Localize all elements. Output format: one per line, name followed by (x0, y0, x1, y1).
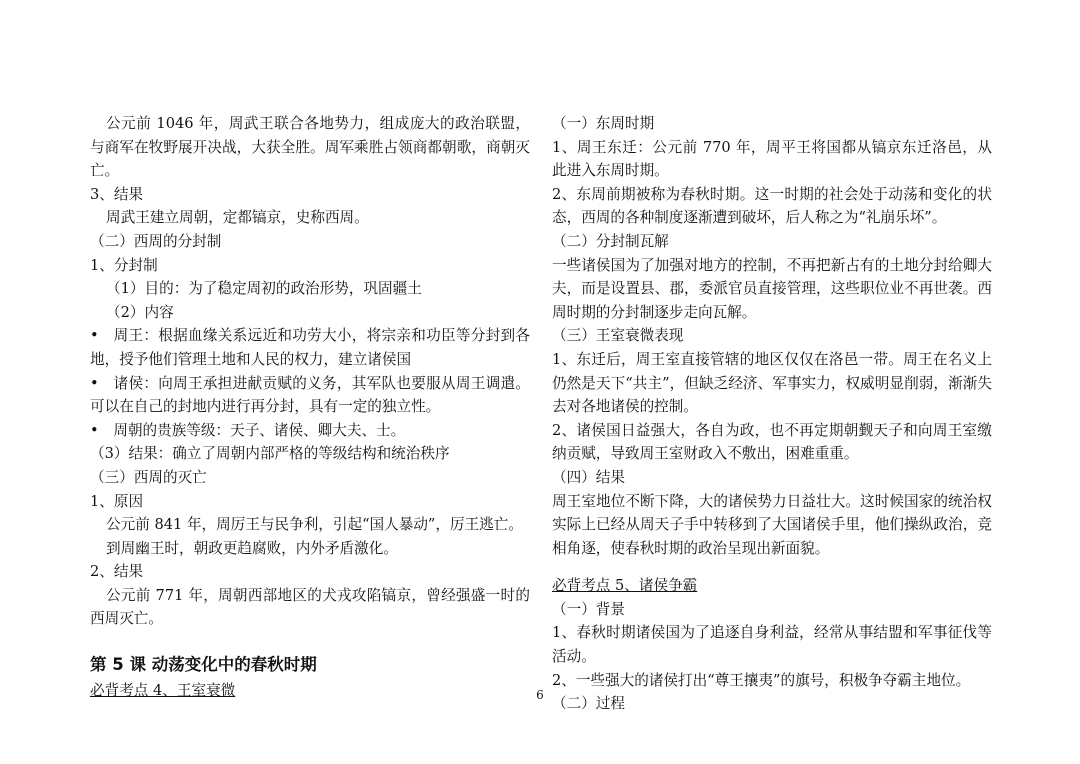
paragraph: 1、周王东迁：公元前 770 年，周平王将国都从镐京东迁洛邑，从此进入东周时期。 (552, 138, 992, 180)
heading: 2、结果 (90, 563, 144, 581)
paragraph: 2、诸侯国日益强大，各自为政，也不再定期朝觐天子和向周王室缴纳贡赋，导致周王室财政入不敷出，困难重重。 (552, 421, 992, 463)
bullet-icon: • (90, 421, 99, 439)
bullet-text: 周王：根据血缘关系远近和功劳大小，将宗亲和功臣等分封到各地，授予他们管理土地和人民的权力，建立诸侯国 (90, 327, 530, 368)
section-heading: （二）西周的分封制 (90, 232, 222, 250)
heading: 3、结果 (90, 185, 144, 203)
bullet-item (90, 419, 530, 443)
paragraph: 到周幽王时，朝政更趋腐败，内外矛盾激化。 (106, 539, 398, 557)
bullet-item (90, 324, 530, 371)
paragraph: 一些诸侯国为了加强对地方的控制，不再把新占有的土地分封给卿大夫，而是设置县、郡，委派官员直接管理，这些职位业不再世袭。西周时期的分封制逐步走向瓦解。 (552, 256, 992, 321)
bullet-text: 诸侯：向周王承担进献贡赋的义务，其军队也要服从周王调遣。可以在自己的封地内进行再分封，具有一定的独立性。 (90, 374, 530, 416)
heading: 1、分封制 (90, 256, 158, 274)
section-heading: （二）过程 (552, 695, 625, 713)
paragraph: 周王室地位不断下降，大的诸侯势力日益壮大。这时候国家的统治权实际上已经从周天子手中转移到了大国诸侯手里，他们操纵政治，竞相角逐，使春秋时期的政治呈现出新面貌。 (552, 492, 992, 557)
page-number: 6 (536, 688, 544, 702)
heading: 1、原因 (90, 492, 144, 510)
section-heading: （一）背景 (552, 600, 625, 618)
bullet-icon: • (90, 374, 99, 392)
paragraph: 1、春秋时期诸侯国为了追逐自身利益，经常从事结盟和军事征伐等活动。 (552, 624, 992, 666)
key-point-heading: 必背考点 4、王室衰微 (90, 681, 236, 699)
section-heading: （二）分封制瓦解 (552, 232, 669, 250)
paragraph: 公元前 1046 年，周武王联合各地势力，组成庞大的政治联盟，与商军在牧野展开决战，大获全胜。周军乘胜占领商都朝歌，商朝灭亡。 (90, 115, 530, 180)
section-heading: （三）西周的灭亡 (90, 468, 207, 486)
spacer (552, 560, 992, 574)
bullet-text: 周朝的贵族等级：天子、诸侯、卿大夫、士。 (113, 421, 406, 439)
bullet-item (90, 372, 530, 419)
sub-heading: （1）目的：为了稳定周初的政治形势，巩固疆土 (106, 280, 422, 298)
lesson-title: 第 5 课 动荡变化中的春秋时期 (90, 655, 317, 675)
paragraph: 2、一些强大的诸侯打出“尊王攘夷”的旗号，积极争夺霸主地位。 (552, 671, 971, 689)
bullet-icon: • (90, 327, 99, 345)
paragraph: 公元前 841 年，周厉王与民争利，引起“国人暴动”，厉王逃亡。 (106, 516, 523, 534)
paragraph: 公元前 771 年，周朝西部地区的犬戎攻陷镐京，曾经强盛一时的西周灭亡。 (90, 586, 530, 628)
section-heading: （三）王室衰微表现 (552, 327, 684, 345)
section-heading: （一）东周时期 (552, 115, 655, 132)
sub-heading: （2）内容 (106, 303, 174, 321)
paragraph: 周武王建立周朝，定都镐京，史称西周。 (106, 209, 369, 227)
sub-heading: （3）结果：确立了周朝内部严格的等级结构和统治秩序 (90, 445, 450, 463)
section-heading: （四）结果 (552, 468, 625, 486)
paragraph: 1、东迁后，周王室直接管辖的地区仅仅在洛邑一带。周王在名义上仍然是天下“共主”，但缺乏经济、军事实力，权威明显削弱，渐渐失去对各地诸侯的控制。 (552, 350, 992, 416)
left-column (90, 112, 530, 702)
paragraph: 2、东周前期被称为春秋时期。这一时期的社会处于动荡和变化的状态，西周的各种制度逐渐遭到破坏，后人称之为“礼崩乐坏”。 (552, 185, 992, 227)
key-point-heading: 必背考点 5、诸侯争霸 (552, 577, 698, 595)
right-column (552, 112, 992, 716)
